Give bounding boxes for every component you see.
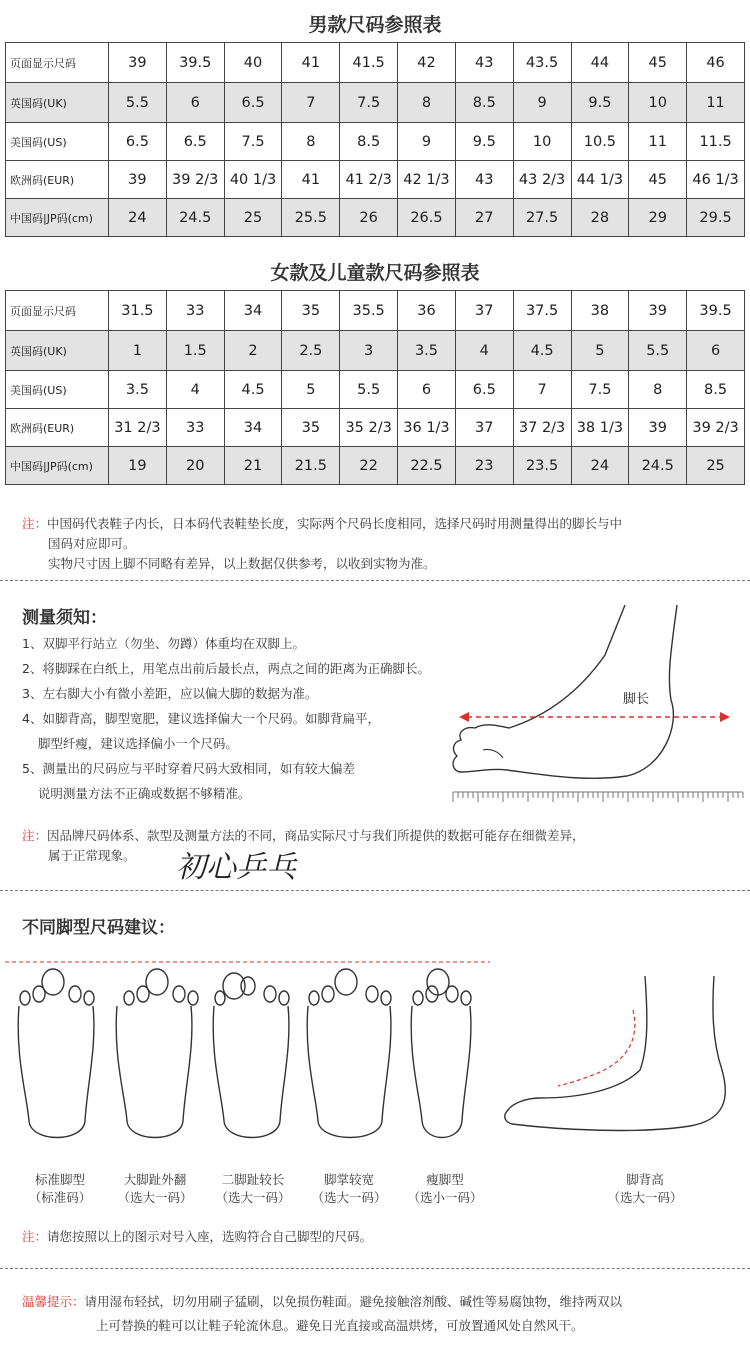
size-note (22, 514, 732, 574)
size-cell: 2 (224, 331, 282, 371)
brand-note (22, 826, 737, 866)
note-line: 属于正常现象。 (48, 848, 136, 863)
row-header: 英国码(UK) (6, 331, 109, 371)
foot-type-name: 脚背高 (626, 1172, 664, 1187)
size-cell: 39 2/3 (166, 161, 224, 199)
row-header: 页面显示尺码 (6, 43, 109, 83)
foot-type-name: 大脚趾外翻 (123, 1172, 187, 1187)
section-divider (0, 890, 750, 891)
size-cell: 3 (340, 331, 398, 371)
size-cell: 7 (282, 83, 340, 123)
size-cell: 34 (224, 409, 282, 447)
row-header: 中国码|JP码(cm) (6, 199, 109, 237)
size-cell: 24.5 (166, 199, 224, 237)
table-row (6, 409, 745, 447)
size-cell: 42 1/3 (398, 161, 456, 199)
size-cell: 37.5 (513, 291, 571, 331)
measure-item: 说明测量方法不正确或数据不够精准。 (22, 786, 251, 801)
foot-type-name: 标准脚型 (34, 1172, 85, 1187)
table-row (6, 199, 745, 237)
size-cell: 40 (224, 43, 282, 83)
size-cell: 8.5 (687, 371, 745, 409)
foot-types-title: 不同脚型尺码建议： (22, 918, 175, 938)
size-cell: 3.5 (109, 371, 167, 409)
foot-outline (411, 969, 471, 1138)
size-cell: 11 (629, 123, 687, 161)
size-cell: 39 (109, 43, 167, 83)
size-cell: 8.5 (340, 123, 398, 161)
size-cell: 21.5 (282, 447, 340, 485)
size-cell: 1.5 (166, 331, 224, 371)
foot-type-advice: （选大一码） (607, 1190, 683, 1205)
foot-outline (18, 969, 94, 1138)
note-line: 中国码代表鞋子内长，日本码代表鞋垫长度，实际两个尺码长度相同，选择尺码时用测量得出的脚长与中 (47, 516, 623, 531)
foot-type-caption (304, 1171, 394, 1207)
size-cell: 36 1/3 (398, 409, 456, 447)
size-cell: 5 (282, 371, 340, 409)
note-line: 国码对应即可。 (48, 536, 136, 551)
foot-length-label: 脚长 (623, 692, 650, 707)
size-cell: 8 (398, 83, 456, 123)
foot-type-name: 二脚趾较长 (221, 1172, 285, 1187)
size-cell: 8 (629, 371, 687, 409)
size-cell: 45 (629, 43, 687, 83)
size-cell: 4.5 (224, 371, 282, 409)
men-table-title: 男款尺码参照表 (308, 14, 442, 36)
size-cell: 44 1/3 (571, 161, 629, 199)
table-row (6, 447, 745, 485)
size-cell: 7.5 (340, 83, 398, 123)
measure-item: 1、双脚平行站立（勿坐、勿蹲）体重均在双脚上。 (22, 636, 305, 651)
size-cell: 6.5 (455, 371, 513, 409)
size-cell: 34 (224, 291, 282, 331)
size-cell: 35 (282, 291, 340, 331)
size-cell: 33 (166, 409, 224, 447)
size-cell: 39 (629, 409, 687, 447)
size-cell: 2.5 (282, 331, 340, 371)
size-cell: 7 (513, 371, 571, 409)
size-cell: 8 (282, 123, 340, 161)
foot-type-caption (110, 1171, 200, 1207)
size-cell: 9.5 (455, 123, 513, 161)
size-cell: 6.5 (166, 123, 224, 161)
size-cell: 45 (629, 161, 687, 199)
size-cell: 28 (571, 199, 629, 237)
size-cell: 39 (109, 161, 167, 199)
size-cell: 5.5 (629, 331, 687, 371)
size-cell: 9.5 (571, 83, 629, 123)
size-cell: 22 (340, 447, 398, 485)
size-cell: 23 (455, 447, 513, 485)
size-cell: 4 (455, 331, 513, 371)
women-size-table (5, 290, 745, 485)
table-row (6, 43, 745, 83)
size-cell: 25 (224, 199, 282, 237)
size-cell: 44 (571, 43, 629, 83)
size-cell: 29.5 (687, 199, 745, 237)
size-cell: 26 (340, 199, 398, 237)
foot-length-illustration (445, 600, 745, 810)
size-cell: 1 (109, 331, 167, 371)
size-cell: 41 (282, 43, 340, 83)
size-cell: 41.5 (340, 43, 398, 83)
row-header: 美国码(US) (6, 123, 109, 161)
size-cell: 27 (455, 199, 513, 237)
size-cell: 25 (687, 447, 745, 485)
size-cell: 19 (109, 447, 167, 485)
size-cell: 22.5 (398, 447, 456, 485)
measure-item: 3、左右脚大小有微小差距，应以偏大脚的数据为准。 (22, 686, 318, 701)
size-cell: 6 (398, 371, 456, 409)
size-cell: 26.5 (398, 199, 456, 237)
note-prefix: 注： (22, 828, 48, 843)
size-cell: 41 2/3 (340, 161, 398, 199)
foot-outline (213, 973, 289, 1138)
table-row (6, 161, 745, 199)
table-row (6, 331, 745, 371)
measure-list (22, 631, 442, 806)
section-divider (0, 580, 750, 581)
size-cell: 10 (629, 83, 687, 123)
size-cell: 5.5 (340, 371, 398, 409)
row-header: 欧洲码(EUR) (6, 161, 109, 199)
table-row (6, 83, 745, 123)
size-cell: 4 (166, 371, 224, 409)
signature: 初心乒乓 (176, 850, 296, 885)
size-cell: 35 2/3 (340, 409, 398, 447)
size-cell: 39.5 (687, 291, 745, 331)
size-cell: 6.5 (224, 83, 282, 123)
foot-type-caption (208, 1171, 298, 1207)
foot-type-caption (15, 1171, 105, 1207)
size-cell: 9 (398, 123, 456, 161)
foot-type-advice: （标准码） (28, 1190, 92, 1205)
measure-title: 测量须知： (22, 608, 107, 628)
foot-type-advice: （选大一码） (117, 1190, 193, 1205)
foot-type-note (22, 1227, 372, 1247)
size-cell: 7.5 (224, 123, 282, 161)
tips-line: 上可替换的鞋可以让鞋子轮流休息。避免日光直接或高温烘烤，可放置通风处自然风干。 (96, 1318, 584, 1333)
size-cell: 39 (629, 291, 687, 331)
size-cell: 38 (571, 291, 629, 331)
size-cell: 43 2/3 (513, 161, 571, 199)
size-cell: 9 (513, 83, 571, 123)
size-cell: 24.5 (629, 447, 687, 485)
size-cell: 43 (455, 161, 513, 199)
size-cell: 23.5 (513, 447, 571, 485)
size-cell: 38 1/3 (571, 409, 629, 447)
table-row (6, 291, 745, 331)
size-cell: 40 1/3 (224, 161, 282, 199)
foot-type-advice: （选大一码） (215, 1190, 291, 1205)
size-cell: 31.5 (109, 291, 167, 331)
note-line: 请您按照以上的图示对号入座，选购符合自己脚型的尺码。 (47, 1229, 373, 1244)
tips-label: 温馨提示： (22, 1294, 85, 1309)
row-header: 英国码(UK) (6, 83, 109, 123)
measure-item: 5、测量出的尺码应与平时穿着尺码大致相同，如有较大偏差 (22, 761, 355, 776)
size-cell: 10.5 (571, 123, 629, 161)
size-cell: 6 (687, 331, 745, 371)
size-cell: 24 (571, 447, 629, 485)
size-cell: 37 (455, 409, 513, 447)
row-header: 欧洲码(EUR) (6, 409, 109, 447)
men-size-table (5, 42, 745, 237)
measure-item: 2、将脚踩在白纸上，用笔点出前后最长点，两点之间的距离为正确脚长。 (22, 661, 430, 676)
size-cell: 46 1/3 (687, 161, 745, 199)
size-cell: 29 (629, 199, 687, 237)
size-cell: 20 (166, 447, 224, 485)
note-line: 实物尺寸因上脚不同略有差异，以上数据仅供参考，以收到实物为准。 (48, 556, 436, 571)
measure-item: 脚型纤瘦，建议选择偏小一个尺码。 (22, 736, 238, 751)
foot-type-advice: （选小一码） (407, 1190, 483, 1205)
size-cell: 10 (513, 123, 571, 161)
size-cell: 5.5 (109, 83, 167, 123)
size-cell: 39.5 (166, 43, 224, 83)
size-cell: 37 (455, 291, 513, 331)
row-header: 美国码(US) (6, 371, 109, 409)
foot-type-caption (600, 1171, 690, 1207)
tips-line: 请用湿布轻拭，切勿用刷子猛刷，以免损伤鞋面。避免接触溶剂酸、碱性等易腐蚀物，维持两双以 (84, 1294, 623, 1309)
size-cell: 7.5 (571, 371, 629, 409)
size-cell: 35 (282, 409, 340, 447)
foot-type-advice: （选大一码） (311, 1190, 387, 1205)
size-cell: 39 2/3 (687, 409, 745, 447)
size-cell: 25.5 (282, 199, 340, 237)
section-divider (0, 1268, 750, 1269)
size-cell: 37 2/3 (513, 409, 571, 447)
size-cell: 24 (109, 199, 167, 237)
size-cell: 5 (571, 331, 629, 371)
care-tips (22, 1290, 742, 1338)
size-cell: 36 (398, 291, 456, 331)
note-prefix: 注： (22, 1229, 48, 1244)
size-cell: 21 (224, 447, 282, 485)
table-row (6, 371, 745, 409)
size-cell: 31 2/3 (109, 409, 167, 447)
foot-outline (116, 969, 198, 1138)
size-cell: 11 (687, 83, 745, 123)
size-cell: 33 (166, 291, 224, 331)
row-header: 页面显示尺码 (6, 291, 109, 331)
size-cell: 4.5 (513, 331, 571, 371)
size-cell: 42 (398, 43, 456, 83)
foot-type-caption (400, 1171, 490, 1207)
row-header: 中国码|JP码(cm) (6, 447, 109, 485)
size-cell: 8.5 (455, 83, 513, 123)
foot-outline (307, 969, 391, 1138)
size-cell: 6.5 (109, 123, 167, 161)
foot-type-name: 脚掌较宽 (323, 1172, 374, 1187)
size-cell: 46 (687, 43, 745, 83)
size-cell: 35.5 (340, 291, 398, 331)
size-cell: 43 (455, 43, 513, 83)
size-cell: 3.5 (398, 331, 456, 371)
note-line: 因品牌尺码体系、款型及测量方法的不同，商品实际尺寸与我们所提供的数据可能存在细微差异， (47, 828, 585, 843)
note-prefix: 注： (22, 516, 48, 531)
foot-type-name: 瘦脚型 (426, 1172, 464, 1187)
foot-types-illustration (0, 948, 750, 1163)
size-cell: 41 (282, 161, 340, 199)
size-cell: 11.5 (687, 123, 745, 161)
size-cell: 6 (166, 83, 224, 123)
women-table-title: 女款及儿童款尺码参照表 (270, 262, 480, 284)
table-row (6, 123, 745, 161)
measure-item: 4、如脚背高，脚型宽肥，建议选择偏大一个尺码。如脚背扁平， (22, 711, 380, 726)
size-cell: 27.5 (513, 199, 571, 237)
size-cell: 43.5 (513, 43, 571, 83)
